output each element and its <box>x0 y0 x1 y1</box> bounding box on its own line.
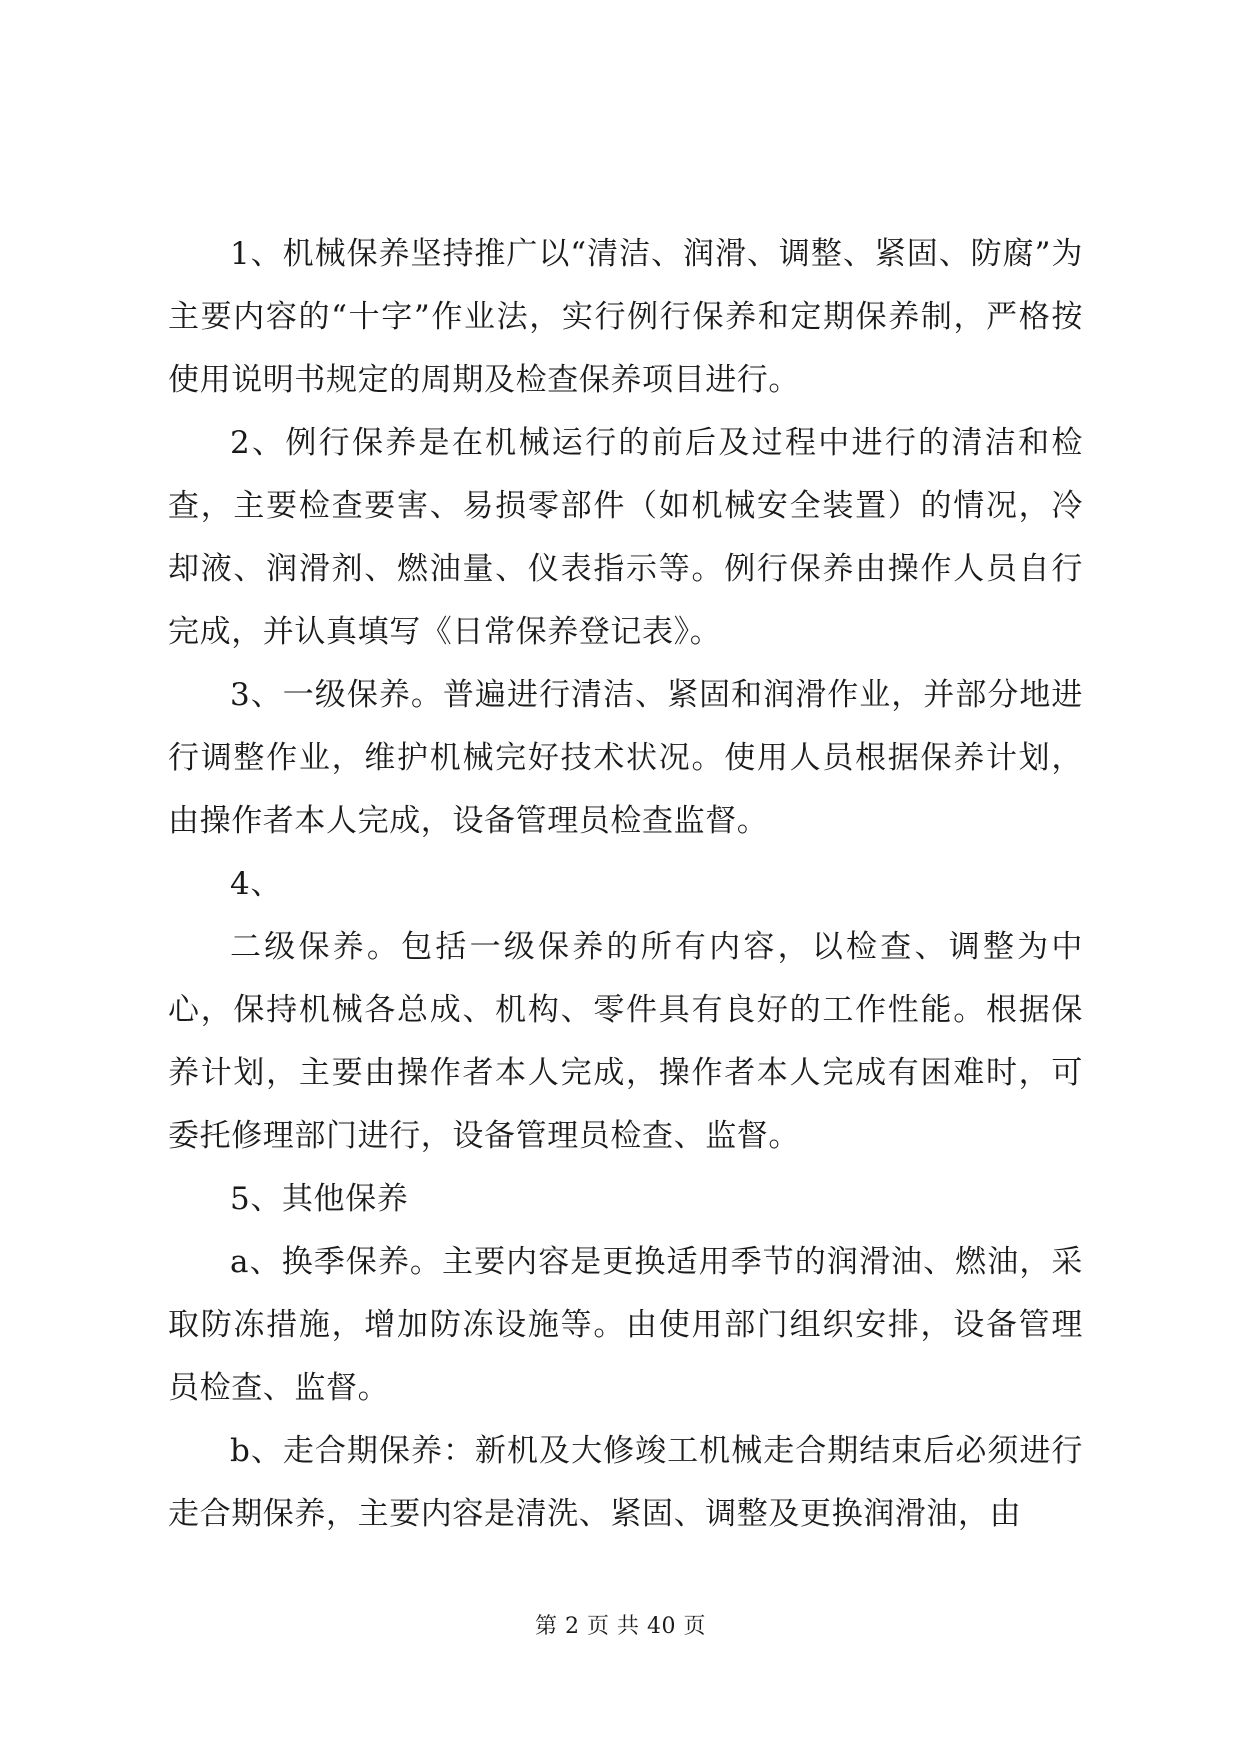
page-footer: 第 2 页 共 40 页 <box>535 1614 706 1639</box>
paragraph-2: 2、例行保养是在机械运行的前后及过程中进行的清洁和检查，主要检查要害、易损零部件（如机械安全装置）的情况，冷却液、润滑剂、燃油量、仪表指示等。例行保养由操作人员自行完成，并认真填写《日常保养登记表》。 <box>168 425 1083 650</box>
paragraph-5: 5、其他保养 <box>230 1181 409 1217</box>
paragraph-5a: a、换季保养。主要内容是更换适用季节的润滑油、燃油，采取防冻措施，增加防冻设施等。由使用部门组织安排，设备管理员检查、监督。 <box>168 1244 1083 1406</box>
document-body <box>168 223 1083 1546</box>
paragraph-1: 1、机械保养坚持推广以“清洁、润滑、调整、紧固、防腐”为主要内容的“十字”作业法，实行例行保养和定期保养制，严格按使用说明书规定的周期及检查保养项目进行。 <box>168 236 1083 398</box>
paragraph-3: 3、一级保养。普遍进行清洁、紧固和润滑作业，并部分地进行调整作业，维护机械完好技术状况。使用人员根据保养计划，由操作者本人完成，设备管理员检查监督。 <box>168 677 1083 839</box>
paragraph-4-number: 4、 <box>230 866 282 902</box>
paragraph-4-body: 二级保养。包括一级保养的所有内容，以检查、调整为中心，保持机械各总成、机构、零件具有良好的工作性能。根据保养计划，主要由操作者本人完成，操作者本人完成有困难时，可委托修理部门进行，设备管理员检查、监督。 <box>168 929 1083 1154</box>
paragraph-5b: b、走合期保养：新机及大修竣工机械走合期结束后必须进行走合期保养，主要内容是清洗、紧固、调整及更换润滑油，由 <box>168 1433 1083 1532</box>
